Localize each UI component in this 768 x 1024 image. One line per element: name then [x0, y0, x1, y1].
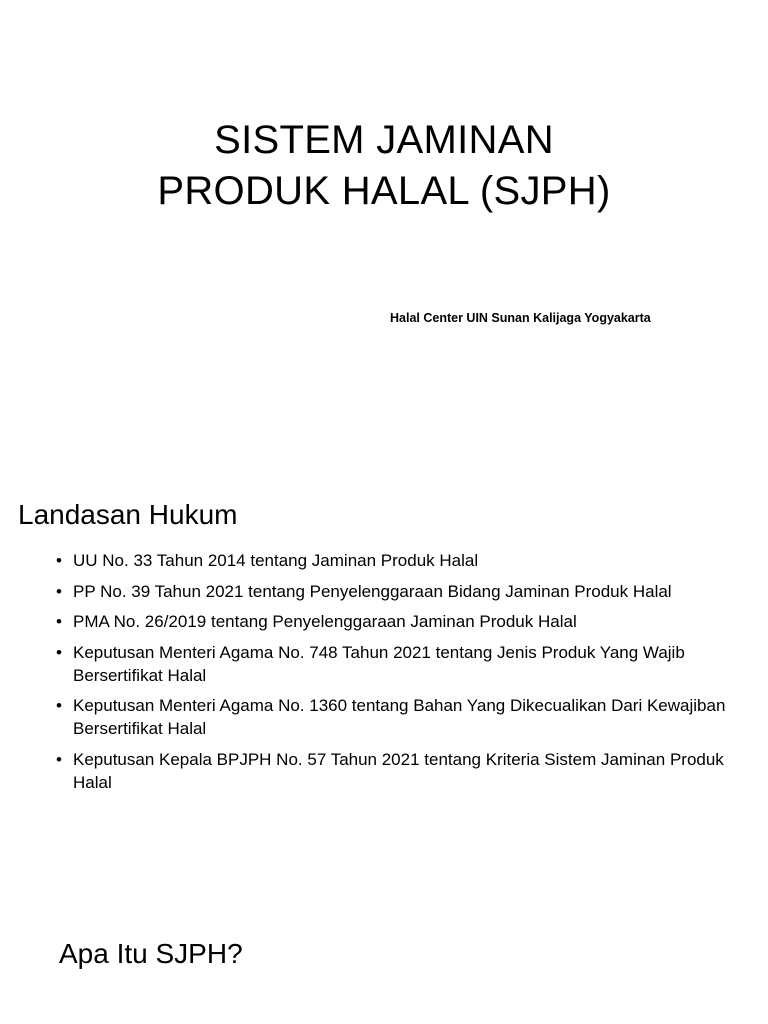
list-item	[56, 748, 756, 794]
landasan-hukum-slide	[0, 432, 768, 912]
slide-title-line-1: SISTEM JAMINAN	[214, 118, 554, 162]
slide-subtitle: Halal Center UIN Sunan Kalijaga Yogyakarta	[390, 311, 651, 325]
list-item	[56, 641, 756, 687]
list-item-text: PMA No. 26/2019 tentang Penyelenggaraan Jaminan Produk Halal	[73, 612, 577, 631]
list-item	[56, 580, 756, 603]
list-item-text: PP No. 39 Tahun 2021 tentang Penyelenggaraan Bidang Jaminan Produk Halal	[73, 581, 672, 601]
list-item	[56, 610, 756, 633]
slide-title-line-2: PRODUK HALAL (SJPH)	[157, 169, 611, 213]
list-item-text: Keputusan Menteri Agama No. 748 Tahun 2021 tentang Jenis Produk Yang Wajib Bersertifikat Halal	[73, 642, 685, 685]
bullet-dot-icon: •	[56, 551, 62, 570]
slide-heading: Landasan Hukum	[18, 499, 238, 530]
list-item	[56, 694, 756, 740]
apa-itu-sjph-slide	[0, 912, 768, 1024]
list-item	[56, 549, 756, 572]
slide-heading: Apa Itu SJPH?	[59, 938, 243, 969]
bullet-list	[56, 549, 756, 801]
title-slide	[0, 0, 768, 432]
bullet-dot-icon: •	[56, 581, 62, 601]
bullet-dot-icon: •	[56, 642, 62, 662]
bullet-dot-icon: •	[56, 749, 62, 769]
list-item-text: UU No. 33 Tahun 2014 tentang Jaminan Produk Halal	[73, 551, 479, 570]
bullet-dot-icon: •	[56, 612, 62, 631]
list-item-text: Keputusan Kepala BPJPH No. 57 Tahun 2021 tentang Kriteria Sistem Jaminan Produk Halal	[73, 749, 724, 792]
list-item-text: Keputusan Menteri Agama No. 1360 tentang Bahan Yang Dikecualikan Dari Kewajiban Bersertifikat Halal	[73, 696, 726, 738]
bullet-dot-icon: •	[56, 696, 62, 715]
